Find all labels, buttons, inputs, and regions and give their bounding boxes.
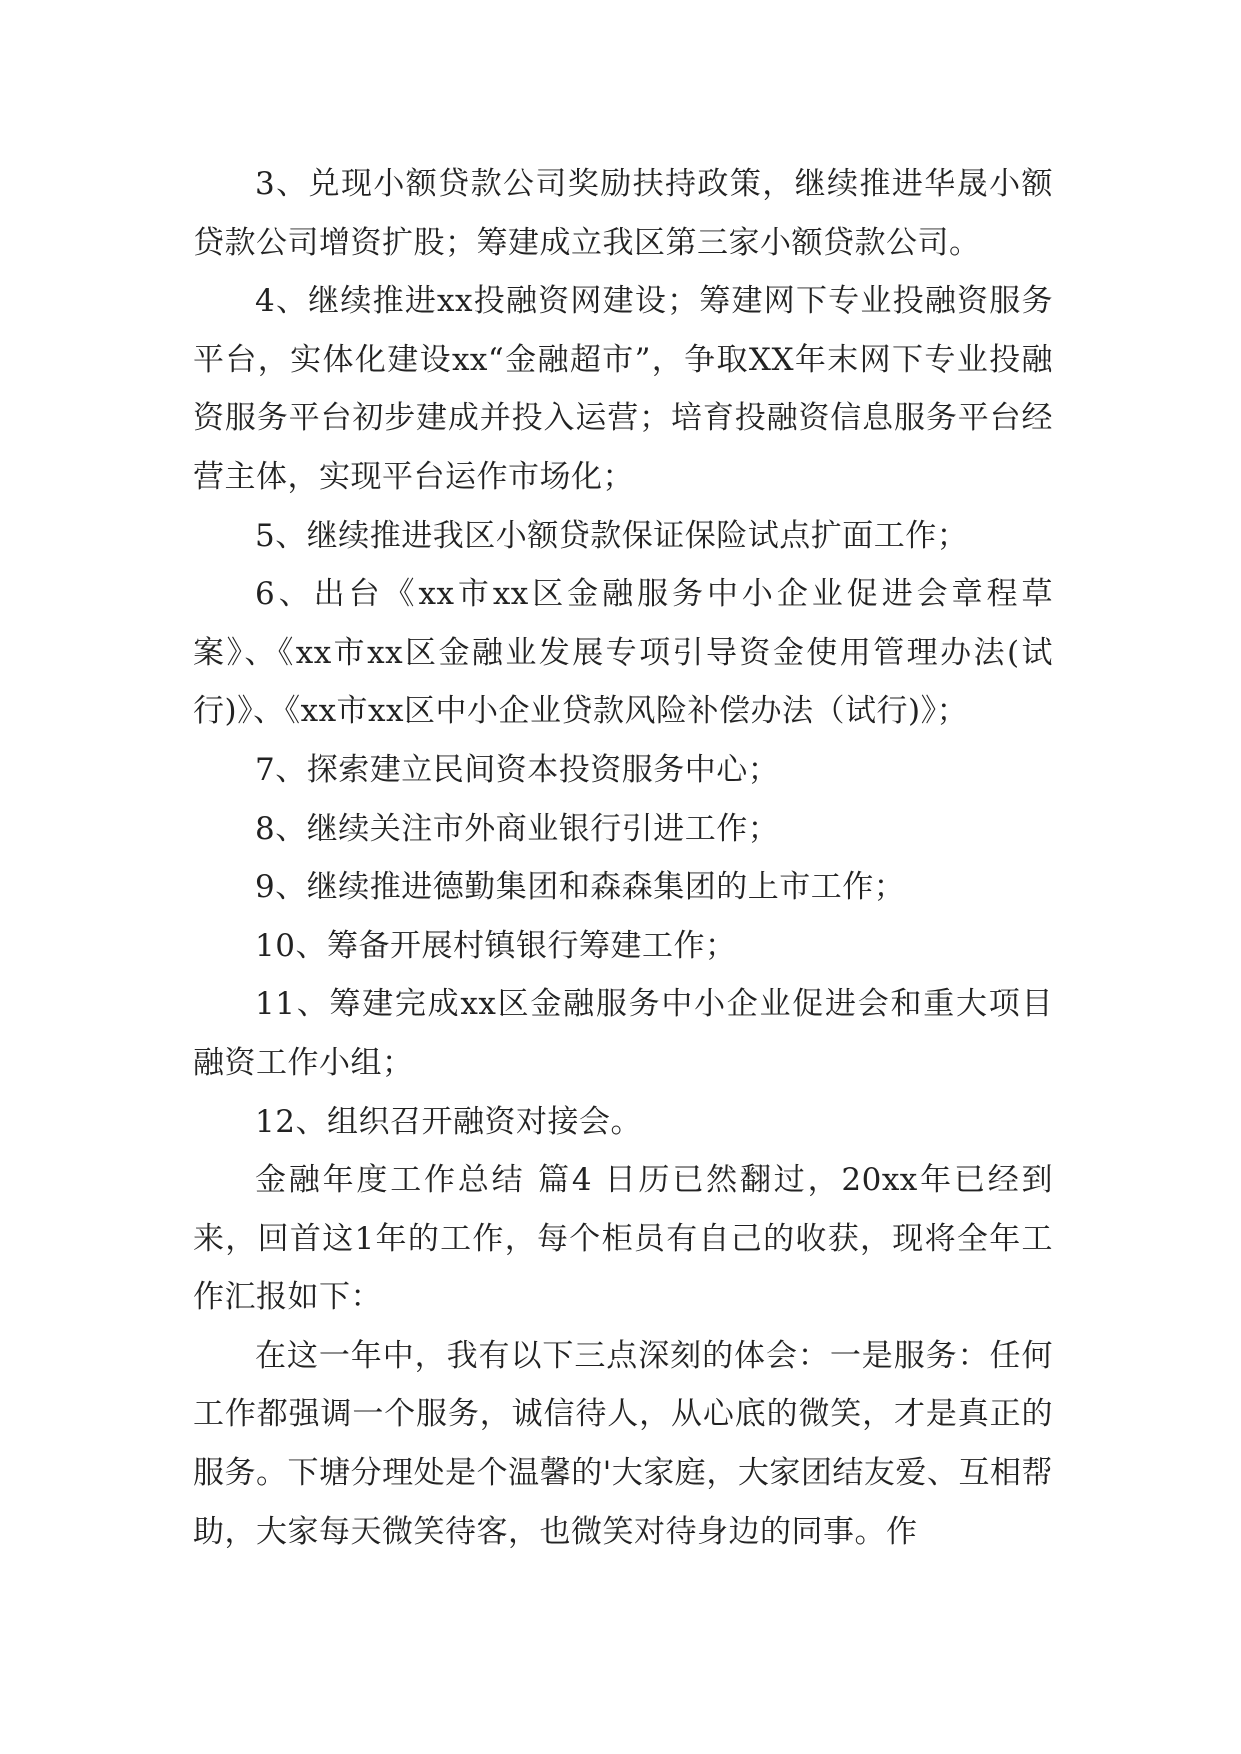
paragraph-item-7: 7、探索建立民间资本投资服务中心； xyxy=(255,751,780,788)
paragraph-item-11: 11、筹建完成xx区金融服务中小企业促进会和重大项目融资工作小组； xyxy=(193,986,1053,1081)
document-body xyxy=(193,155,1053,1561)
paragraph-item-3: 3、兑现小额贷款公司奖励扶持政策，继续推进华晟小额贷款公司增资扩股；筹建成立我区第三家小额贷款公司。 xyxy=(193,166,1053,261)
paragraph-reflection: 在这一年中，我有以下三点深刻的体会：一是服务：任何工作都强调一个服务，诚信待人，从心底的微笑，才是真正的服务。下塘分理处是个温馨的'大家庭，大家团结友爱、互相帮助，大家每天微笑待客，也微笑对待身边的同事。作 xyxy=(193,1337,1053,1550)
paragraph-item-10: 10、筹备开展村镇银行筹建工作； xyxy=(255,927,737,964)
paragraph-item-4: 4、继续推进xx投融资网建设；筹建网下专业投融资服务平台，实体化建设xx“金融超市”，争取XX年末网下专业投融资服务平台初步建成并投入运营；培育投融资信息服务平台经营主体，实现平台运作市场化； xyxy=(193,283,1053,495)
paragraph-item-12: 12、组织召开融资对接会。 xyxy=(255,1103,642,1140)
section-heading-paragraph: 金融年度工作总结 篇4 日历已然翻过，20xx年已经到来，回首这1年的工作，每个柜员有自己的收获，现将全年工作汇报如下： xyxy=(193,1162,1053,1316)
paragraph-item-8: 8、继续关注市外商业银行引进工作； xyxy=(255,810,780,847)
paragraph-item-6: 6、出台《xx市xx区金融服务中小企业促进会章程草案》、《xx市xx区金融业发展专项引导资金使用管理办法(试行)》、《xx市xx区中小企业贷款风险补偿办法（试行)》； xyxy=(193,576,1053,730)
paragraph-item-5: 5、继续推进我区小额贷款保证保险试点扩面工作； xyxy=(255,517,969,554)
paragraph-item-9: 9、继续推进德勤集团和森森集团的上市工作； xyxy=(255,869,906,906)
